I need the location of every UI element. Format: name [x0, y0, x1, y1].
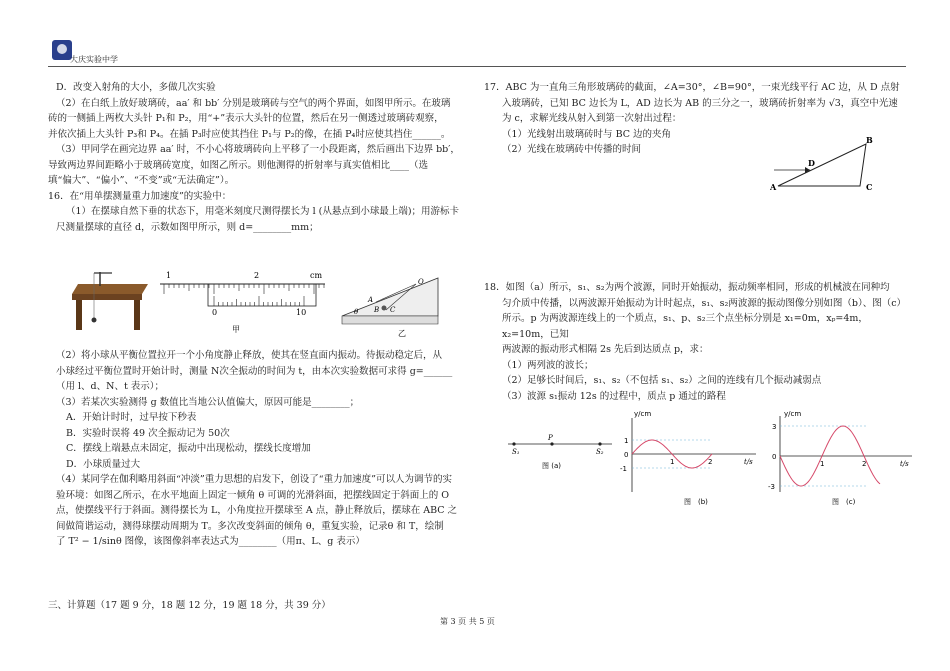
b-t-label: t/s [744, 458, 753, 466]
tri-label-D: D [808, 158, 815, 168]
figure-a-sources [508, 430, 616, 474]
c-t-label: t/s [900, 460, 909, 468]
question-18 [484, 280, 908, 404]
text-line: （2）在白纸上放好玻璃砖，aa′ 和 bb′ 分别是玻璃砖与空气的两个界面，如图甲所示。在玻璃 [56, 97, 451, 109]
incline-figure [338, 272, 448, 342]
school-logo-icon [52, 40, 72, 60]
figure-c-chart [766, 410, 916, 510]
page-footer: 第 3 页 共 5 页 [440, 617, 495, 626]
text-line: 两波源的振动形式相隔 2s 先后到达质点 p，求： [502, 344, 709, 355]
text-line: 匀介质中传播，以两波源开始振动为计时起点，s₁、s₂两波源的振动图像分别如图（b）、图（c） [502, 297, 907, 309]
label-O: O [418, 278, 424, 286]
text-line: （2）光线在玻璃砖中传播的时间 [502, 144, 642, 155]
figure-yi-caption: 乙 [398, 329, 406, 338]
left-column-top [48, 80, 468, 235]
text-line: （2）将小球从平衡位置拉开一个小角度静止释放，使其在竖直面内振动。待振动稳定后，从 [56, 350, 443, 361]
text-line: 入玻璃砖，已知 BC 边长为 L，AD 边长为 AB 的三分之一，玻璃砖折射率为 √3，真空中光速 [502, 97, 898, 109]
ruler-label-1: 1 [166, 271, 172, 280]
text-line: （1）光线射出玻璃砖时与 BC 边的夹角 [502, 128, 672, 140]
figure-jia-caption: 甲 [232, 325, 240, 334]
ruler-label-2: 2 [254, 271, 260, 280]
text-line: 间做简谐运动，测得球摆动周期为 T。多次改变斜面的倾角 θ，重复实验，记录θ 和 T，绘制 [56, 520, 444, 532]
text-line: 点，使摆线平行于斜面。测得摆长为 L，小角度拉开摆球至 A 点，静止释放后，摆球在 ABC 之 [56, 505, 458, 516]
text-line: （3）若某次实验测得 g 数值比当地公认值偏大，原因可能是________； [56, 396, 360, 408]
text-line: 18．如图（a）所示，s₁、s₂为两个波源，同时开始振动，振动频率相同，形成的机械波在同种均 [484, 282, 890, 293]
school-name: 大庆实验中学 [70, 55, 118, 64]
text-line: （3）波源 s₁振动 12s 的过程中，质点 p 通过的路程 [502, 390, 726, 402]
text-line: 砖的一侧插上两枚大头针 P₁和 P₂，用“+”表示大头针的位置，然后在另一侧透过玻璃砖观察， [48, 113, 444, 124]
text-line: 为 c，求解光线从射入到第一次射出过程： [502, 113, 682, 124]
option-c: C．摆线上端悬点未固定，振动中出现松动，摆线长度增加 [66, 443, 311, 454]
b-y-label: y/cm [634, 410, 652, 418]
vernier-label-10: 10 [296, 308, 307, 317]
label-s2: S₂ [596, 448, 604, 456]
text-line: （3）甲同学在画完边界 aa′ 时，不小心将玻璃砖向上平移了一小段距离，然后画出下边界 bb′， [56, 144, 460, 155]
label-B: B [374, 306, 380, 314]
c-tick-3: 3 [772, 423, 777, 431]
text-line: 验环境：如图乙所示，在水平地面上固定一倾角 θ 可调的光滑斜面，把摆线固定于斜面上的 O [56, 489, 450, 501]
text-line: （4）某同学在伽利略用斜面“冲淡”重力思想的启发下，创设了“重力加速度”可以人为调节的实 [56, 474, 452, 485]
label-s1: S₁ [512, 448, 520, 456]
ruler-unit: cm [310, 271, 323, 280]
c-tick-neg3: -3 [768, 483, 775, 491]
tri-label-B: B [866, 135, 873, 145]
b-tick-0: 0 [624, 451, 629, 459]
caption-b: 图 (b) [684, 498, 708, 506]
option-d: D．小球质量过大 [66, 458, 141, 470]
figure-b-chart [620, 410, 760, 510]
label-p: P [548, 434, 553, 442]
tri-label-C: C [866, 182, 873, 192]
c-tick-0: 0 [772, 453, 777, 461]
pendulum-table-figure [72, 270, 154, 332]
text-line: （1）两列波的波长； [502, 359, 594, 371]
text-line: 导致两边界间距略小于玻璃砖宽度，如图乙所示。则他测得的折射率与真实值相比____（选 [48, 159, 429, 171]
text-line: 所示。p 为两波源连线上的一个质点，s₁、p、s₂三个点坐标分别是 x₁=0m，xₚ=4m，x₂=10m，已知 [502, 313, 868, 340]
vernier-caliper-figure [160, 270, 330, 340]
label-A: A [368, 296, 374, 304]
caption-a: 图 (a) [542, 462, 561, 470]
b-tick-t1: 1 [670, 458, 675, 466]
b-tick-1: 1 [624, 437, 629, 445]
text-line: 并依次插上大头针 P₃和 P₄。在插 P₃时应使其挡住 P₁与 P₂的像，在插 P₄时应使其挡住______。 [48, 128, 451, 140]
text-line: 17．ABC 为一直角三角形玻璃砖的截面，∠A=30°，∠B=90°，一束光线平行 AC 边，从 D 点射 [484, 82, 900, 93]
option-a: A．开始计时时，过早按下秒表 [66, 412, 197, 423]
left-column-bottom [48, 348, 468, 550]
vernier-label-0: 0 [212, 308, 218, 317]
option-b: B．实验时误将 49 次全振动记为 50次 [66, 427, 230, 439]
question-16-title: 16．在“用单摆测量重力加速度”的实验中： [48, 190, 232, 202]
text-line: 填“偏大”、“偏小”、“不变”或“无法确定”）。 [48, 175, 235, 186]
text-line: 小球经过平衡位置时开始计时，测量 N次全振动的时间为 t，由本次实验数据可求得 g=______ [56, 365, 453, 377]
b-tick-neg1: -1 [620, 465, 627, 473]
section-title: 三、计算题（17 题 9 分，18 题 12 分，19 题 18 分，共 39 分） [48, 600, 331, 611]
text-line: （2）足够长时间后，s₁、s₂（不包括 s₁、s₂）之间的连线有几个振动减弱点 [502, 375, 822, 386]
page-header [48, 38, 906, 67]
text-line: （用 l、d、N、t 表示）； [56, 381, 165, 392]
label-theta: θ [354, 308, 359, 316]
label-C: C [390, 306, 396, 314]
c-y-label: y/cm [784, 410, 802, 418]
b-tick-t2: 2 [708, 458, 713, 466]
c-tick-t2: 2 [862, 460, 867, 468]
text-line: （1）在摆球自然下垂的状态下，用毫米刻度尺测得摆长为 l (从悬点到小球最上端)；用游标卡 [66, 206, 460, 217]
caption-c: 图 (c) [832, 498, 856, 506]
text-line: 尺测量摆球的直径 d，示数如图甲所示，则 d=________mm； [56, 221, 319, 233]
triangle-figure [770, 134, 880, 196]
text-line: D．改变入射角的大小，多做几次实验 [56, 82, 216, 93]
c-tick-t1: 1 [820, 460, 825, 468]
text-line: 了 T² − 1/sinθ 图像，该图像斜率表达式为________（用π、L、g 表示） [56, 536, 365, 547]
tri-label-A: A [770, 182, 777, 192]
